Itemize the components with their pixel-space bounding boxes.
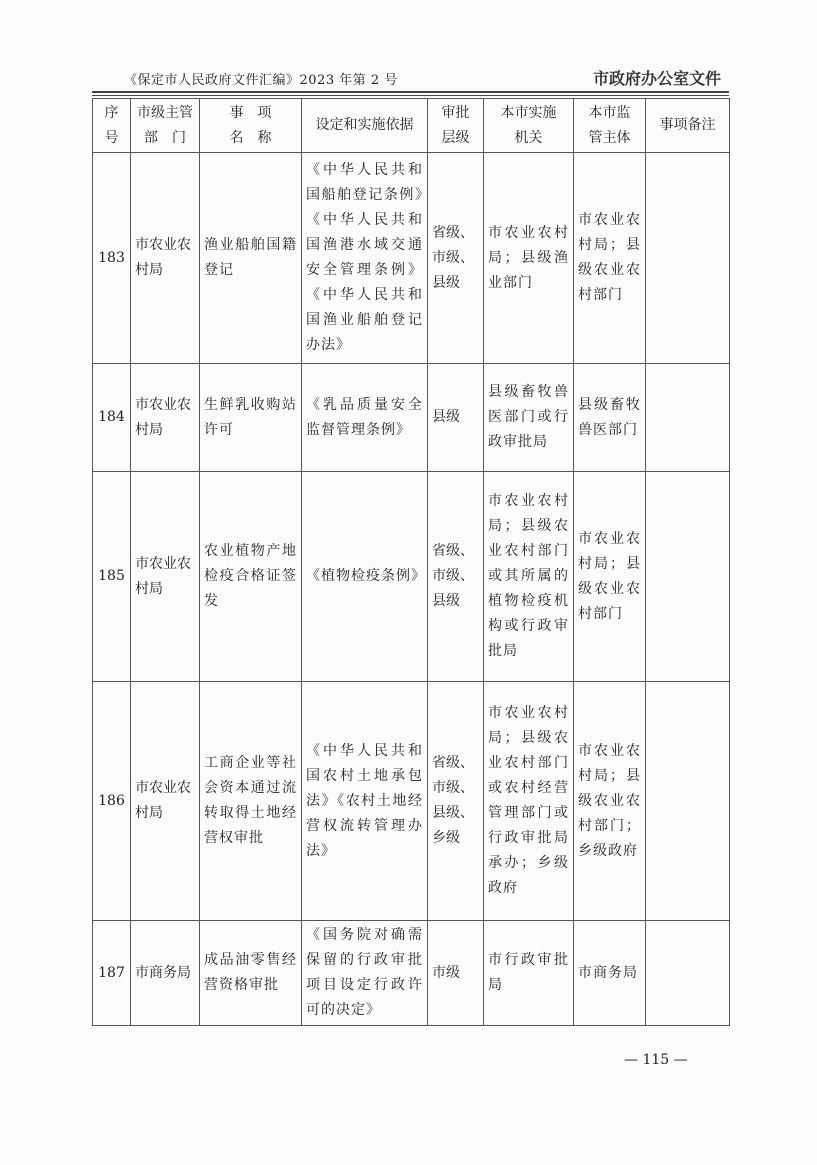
cell-supervisor: 市农业农村局；县级农业农村部门 [574, 153, 646, 364]
page-number: — 115 — [624, 1052, 688, 1068]
cell-basis: 《植物检疫条例》 [302, 472, 428, 682]
table-header-row [93, 99, 730, 153]
issuer-label: 市政府办公室文件 [592, 69, 721, 88]
cell-agency: 市行政审批局 [484, 921, 574, 1026]
cell-item: 工商企业等社会资本通过流转取得土地经营权审批 [200, 682, 302, 921]
cell-note [646, 472, 730, 682]
cell-agency: 市农业农村局；县级农业农村部门或其所属的植物检疫机构或行政审批局 [484, 472, 574, 682]
cell-note [646, 364, 730, 472]
header-no: 序号 [93, 99, 131, 153]
cell-dept: 市农业农村局 [131, 682, 200, 921]
cell-dept: 市商务局 [131, 921, 200, 1026]
header-item: 事 项名 称 [200, 99, 302, 153]
cell-item: 生鲜乳收购站许可 [200, 364, 302, 472]
cell-level: 省级、市级、县级、乡级 [428, 682, 484, 921]
header-rule-thin [92, 95, 729, 96]
cell-no: 185 [93, 472, 131, 682]
cell-level: 市级 [428, 921, 484, 1026]
header-note: 事项备注 [646, 99, 730, 153]
header-supervisor: 本市监管主体 [574, 99, 646, 153]
cell-basis: 《中华人民共和国船舶登记条例》《中华人民共和国渔港水域交通安全管理条例》《中华人民共和国渔业船舶登记办法》 [302, 153, 428, 364]
cell-agency: 市农业农村局；县级农业农村部门或农村经营管理部门或行政审批局承办；乡级政府 [484, 682, 574, 921]
cell-dept: 市农业农村局 [131, 472, 200, 682]
header-level: 审批层级 [428, 99, 484, 153]
table-row [93, 153, 730, 364]
cell-dept: 市农业农村局 [131, 364, 200, 472]
document-series-title: 《保定市人民政府文件汇编》2023 年第 2 号 [124, 73, 398, 88]
cell-note [646, 153, 730, 364]
cell-item: 成品油零售经营资格审批 [200, 921, 302, 1026]
table-row [93, 364, 730, 472]
header-agency: 本市实施机关 [484, 99, 574, 153]
cell-level: 省级、市级、县级 [428, 472, 484, 682]
cell-item: 农业植物产地检疫合格证签发 [200, 472, 302, 682]
header-basis: 设定和实施依据 [302, 99, 428, 153]
cell-supervisor: 县级畜牧兽医部门 [574, 364, 646, 472]
cell-level: 县级 [428, 364, 484, 472]
cell-no: 187 [93, 921, 131, 1026]
cell-basis: 《国务院对确需保留的行政审批项目设定行政许可的决定》 [302, 921, 428, 1026]
cell-no: 183 [93, 153, 131, 364]
cell-agency: 市农业农村局；县级渔业部门 [484, 153, 574, 364]
cell-item: 渔业船舶国籍登记 [200, 153, 302, 364]
cell-agency: 县级畜牧兽医部门或行政审批局 [484, 364, 574, 472]
cell-dept: 市农业农村局 [131, 153, 200, 364]
cell-no: 184 [93, 364, 131, 472]
cell-note [646, 921, 730, 1026]
cell-no: 186 [93, 682, 131, 921]
cell-supervisor: 市农业农村局；县级农业农村部门；乡级政府 [574, 682, 646, 921]
header-dept: 市级主管部 门 [131, 99, 200, 153]
cell-supervisor: 市商务局 [574, 921, 646, 1026]
cell-note [646, 682, 730, 921]
cell-level: 省级、市级、县级 [428, 153, 484, 364]
cell-basis: 《中华人民共和国农村土地承包法》《农村土地经营权流转管理办法》 [302, 682, 428, 921]
table-row [93, 921, 730, 1026]
cell-basis: 《乳品质量安全监督管理条例》 [302, 364, 428, 472]
header-rule [92, 91, 729, 93]
cell-supervisor: 市农业农村局；县级农业农村部门 [574, 472, 646, 682]
table-row [93, 472, 730, 682]
table-row [93, 682, 730, 921]
approval-items-table [92, 98, 730, 1026]
